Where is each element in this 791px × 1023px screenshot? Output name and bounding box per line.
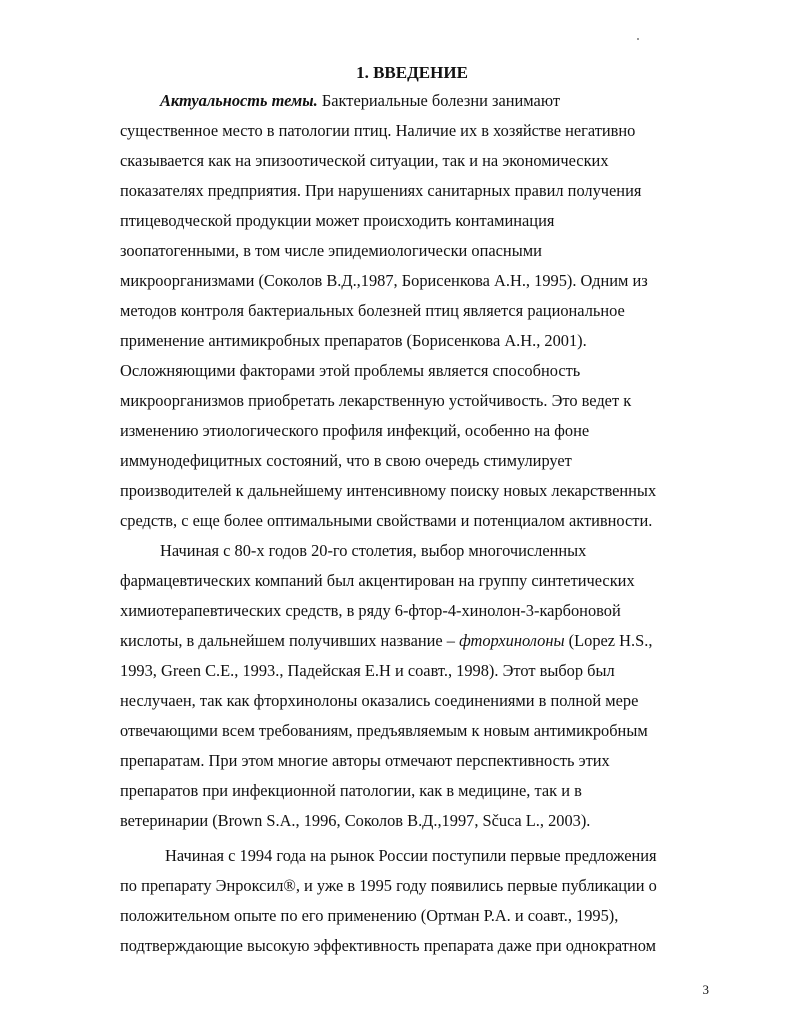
text-line: препаратам. При этом многие авторы отмечают перспективность этих (120, 751, 610, 770)
text-line: 1993, Green C.E., 1993., Падейская Е.Н и соавт., 1998). Этот выбор был (120, 661, 615, 680)
text-line: Начиная с 80-х годов 20-го столетия, выбор многочисленных (160, 541, 587, 560)
text-line: Начиная с 1994 года на рынок России поступили первые предложения (165, 846, 657, 865)
page-number: 3 (702, 982, 709, 997)
section-heading: 1. ВВЕДЕНИЕ (356, 63, 468, 82)
text-line: средств, с еще более оптимальными свойствами и потенциалом активности. (120, 511, 653, 530)
topic-lead: Актуальность темы. (160, 91, 318, 110)
text-line: птицеводческой продукции может происходить контаминация (120, 211, 555, 230)
text-line: производителей к дальнейшему интенсивному поиску новых лекарственных (120, 481, 657, 500)
text-segment: (Lopez H.S., (564, 631, 653, 650)
paragraph-1-line-1-text: Бактериальные болезни занимают (317, 91, 561, 110)
term-italic: фторхинолоны (459, 631, 565, 650)
text-line: существенное место в патологии птиц. Наличие их в хозяйстве негативно (120, 121, 636, 140)
text-line: применение антимикробных препаратов (Борисенкова А.Н., 2001). (120, 331, 587, 350)
text-line: подтверждающие высокую эффективность препарата даже при однократном (120, 936, 656, 955)
text-line: показателях предприятия. При нарушениях санитарных правил получения (120, 181, 642, 200)
text-line: отвечающими всем требованиям, предъявляемым к новым антимикробным (120, 721, 648, 740)
text-line: ветеринарии (Brown S.A., 1996, Соколов В.Д.,1997, Sčuca L., 2003). (120, 811, 591, 830)
text-line: Осложняющими факторами этой проблемы является способность (120, 361, 581, 380)
text-line: изменению этиологического профиля инфекций, особенно на фоне (120, 421, 590, 440)
text-line: неслучаен, так как фторхинолоны оказались соединениями в полной мере (120, 691, 639, 710)
text-line: по препарату Энроксил®, и уже в 1995 году появились первые публикации о (120, 876, 657, 895)
text-line: препаратов при инфекционной патологии, как в медицине, так и в (120, 781, 582, 800)
text-line: зоопатогенными, в том числе эпидемиологически опасными (120, 241, 542, 260)
paragraph-1-line-1 (160, 90, 560, 112)
text-line: методов контроля бактериальных болезней птиц является рациональное (120, 301, 625, 320)
text-line: сказывается как на эпизоотической ситуации, так и на экономических (120, 151, 609, 170)
scan-speck (637, 38, 639, 40)
text-line (120, 630, 652, 652)
text-line: микроорганизмами (Соколов В.Д.,1987, Борисенкова А.Н., 1995). Одним из (120, 271, 648, 290)
text-line: фармацевтических компаний был акцентирован на группу синтетических (120, 571, 635, 590)
text-line: микроорганизмов приобретать лекарственную устойчивость. Это ведет к (120, 391, 632, 410)
text-line: иммунодефицитных состояний, что в свою очередь стимулирует (120, 451, 572, 470)
text-line: химиотерапевтических средств, в ряду 6-фтор-4-хинолон-3-карбоновой (120, 601, 621, 620)
text-line: положительном опыте по его применению (Ортман Р.А. и соавт., 1995), (120, 906, 619, 925)
text-segment: кислоты, в дальнейшем получивших название – (120, 631, 460, 650)
